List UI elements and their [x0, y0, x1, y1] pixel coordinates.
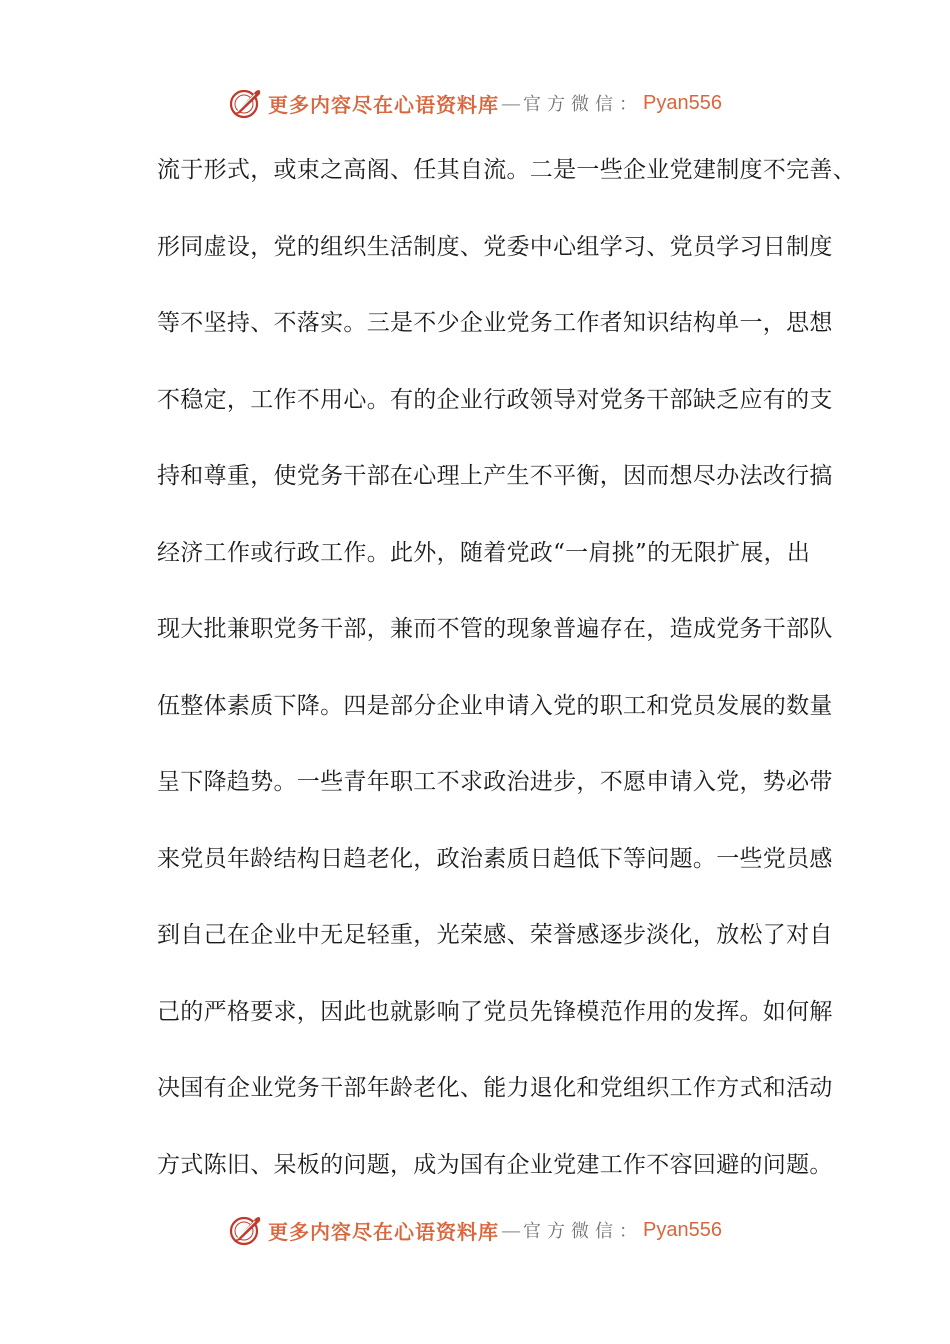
quill-pen-logo-icon — [228, 85, 264, 121]
quill-pen-logo-icon — [228, 1212, 264, 1248]
separator-dash: — — [501, 91, 522, 115]
paragraph-line: 流于形式，或束之高阁、任其自流。二是一些企业党建制度不完善、 — [157, 157, 856, 183]
paragraph-line: 来党员年龄结构日趋老化，政治素质日趋低下等问题。一些党员感 — [157, 845, 833, 872]
paragraph-line: 呈下降趋势。一些青年职工不求政治进步，不愿申请入党，势必带 — [157, 769, 833, 795]
site-name-text: 更多内容尽在心语资料库 — [268, 1219, 500, 1244]
paragraph-line: 现大批兼职党务干部，兼而不管的现象普遍存在，造成党务干部队 — [157, 616, 833, 642]
wechat-account: Pyan556 — [643, 1218, 722, 1241]
wechat-label: 官方微信： — [523, 94, 644, 115]
document-body — [157, 150, 856, 1221]
wechat-account: Pyan556 — [643, 91, 722, 114]
paragraph-line: 不稳定，工作不用心。有的企业行政领导对党务干部缺乏应有的支 — [157, 386, 833, 413]
site-name-text: 更多内容尽在心语资料库 — [268, 92, 500, 117]
paragraph-line: 决国有企业党务干部年龄老化、能力退化和党组织工作方式和活动 — [157, 1075, 833, 1101]
paragraph-line: 持和尊重，使党务干部在心理上产生不平衡，因而想尽办法改行搞 — [157, 463, 833, 489]
footer-banner — [0, 1210, 950, 1250]
paragraph-line: 形同虚设，党的组织生活制度、党委中心组学习、党员学习日制度 — [157, 233, 833, 260]
paragraph-line: 方式陈旧、呆板的问题，成为国有企业党建工作不容回避的问题。 — [157, 1151, 833, 1178]
header-banner — [0, 83, 950, 123]
wechat-label: 官方微信： — [523, 1221, 644, 1242]
paragraph-line: 伍整体素质下降。四是部分企业申请入党的职工和党员发展的数量 — [157, 692, 833, 719]
paragraph-line: 等不坚持、不落实。三是不少企业党务工作者知识结构单一，思想 — [157, 310, 833, 336]
paragraph-line: 经济工作或行政工作。此外，随着党政“一肩挑”的无限扩展，出 — [157, 539, 811, 566]
paragraph-line: 到自己在企业中无足轻重，光荣感、荣誉感逐步淡化，放松了对自 — [157, 922, 833, 948]
separator-dash: — — [501, 1218, 522, 1242]
paragraph-line: 己的严格要求，因此也就影响了党员先锋模范作用的发挥。如何解 — [157, 998, 833, 1025]
